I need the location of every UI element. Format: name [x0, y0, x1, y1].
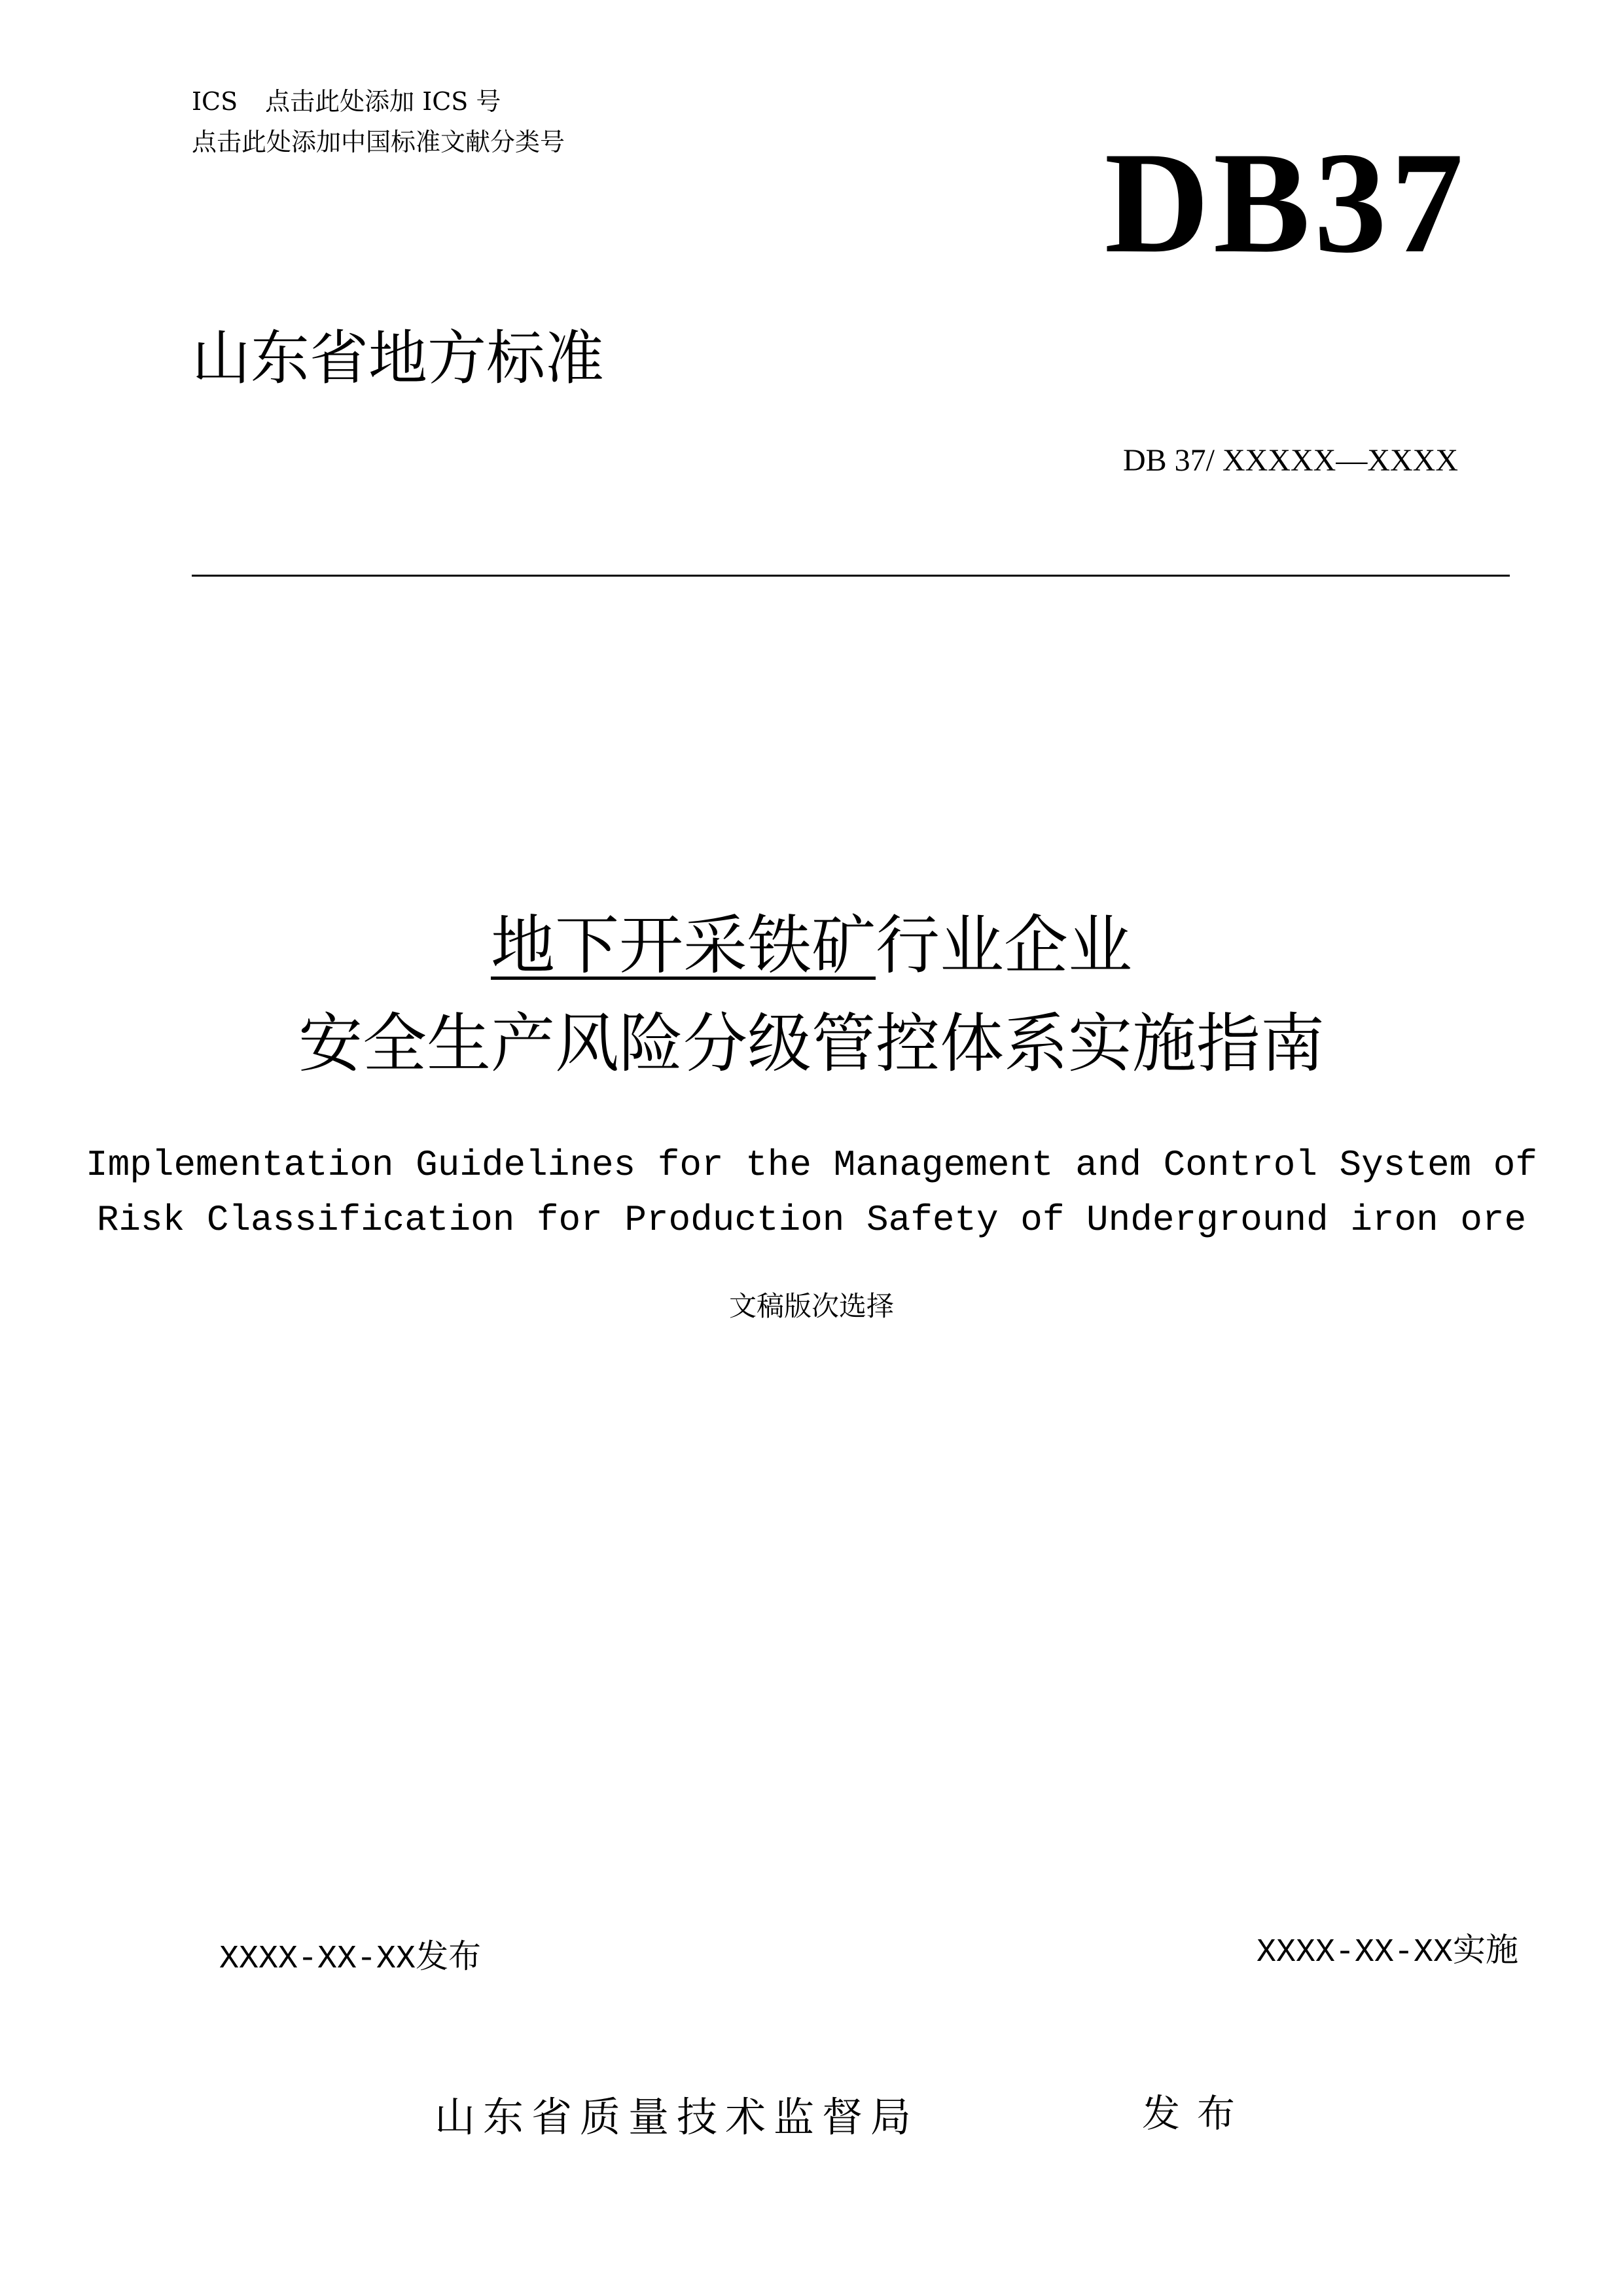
- standard-number: DB 37/ XXXXX—XXXX: [1123, 443, 1458, 478]
- title-line-2: 安全生产风险分级管控体系实施指南: [298, 1007, 1325, 1081]
- standard-type: 山东省地方标准: [192, 324, 604, 393]
- title-line-1-rest: 行业企业: [876, 908, 1133, 983]
- english-title-line-1: Implementation Guidelines for the Management and Control System of: [86, 1144, 1537, 1186]
- title-line-1: [0, 903, 1623, 988]
- issue-date-line: [219, 1933, 481, 1982]
- title-editable-field[interactable]: 地下开采铁矿: [490, 908, 876, 983]
- implement-date[interactable]: XXXX-XX-XX: [1256, 1934, 1453, 1971]
- issuing-authority: 山东省质量技术监督局: [435, 2093, 919, 2141]
- ics-line: [192, 84, 501, 119]
- ics-placeholder-field[interactable]: 点击此处添加 ICS 号: [265, 87, 501, 116]
- standard-logo: DB37: [1104, 122, 1467, 283]
- draft-version-selector[interactable]: 文稿版次选择: [728, 1290, 894, 1322]
- ccs-placeholder-field[interactable]: 点击此处添加中国标准文献分类号: [192, 128, 565, 156]
- publish-label: 发布: [1142, 2091, 1253, 2136]
- english-title-line-2: Risk Classification for Production Safety of Underground iron ore: [96, 1199, 1527, 1241]
- issue-date[interactable]: XXXX-XX-XX: [219, 1941, 416, 1978]
- header-divider: [192, 575, 1510, 577]
- implement-date-line: [1257, 1927, 1518, 1976]
- ics-label: ICS: [192, 87, 238, 116]
- issue-label: 发布: [416, 1937, 482, 1975]
- implement-label: 实施: [1453, 1931, 1518, 1969]
